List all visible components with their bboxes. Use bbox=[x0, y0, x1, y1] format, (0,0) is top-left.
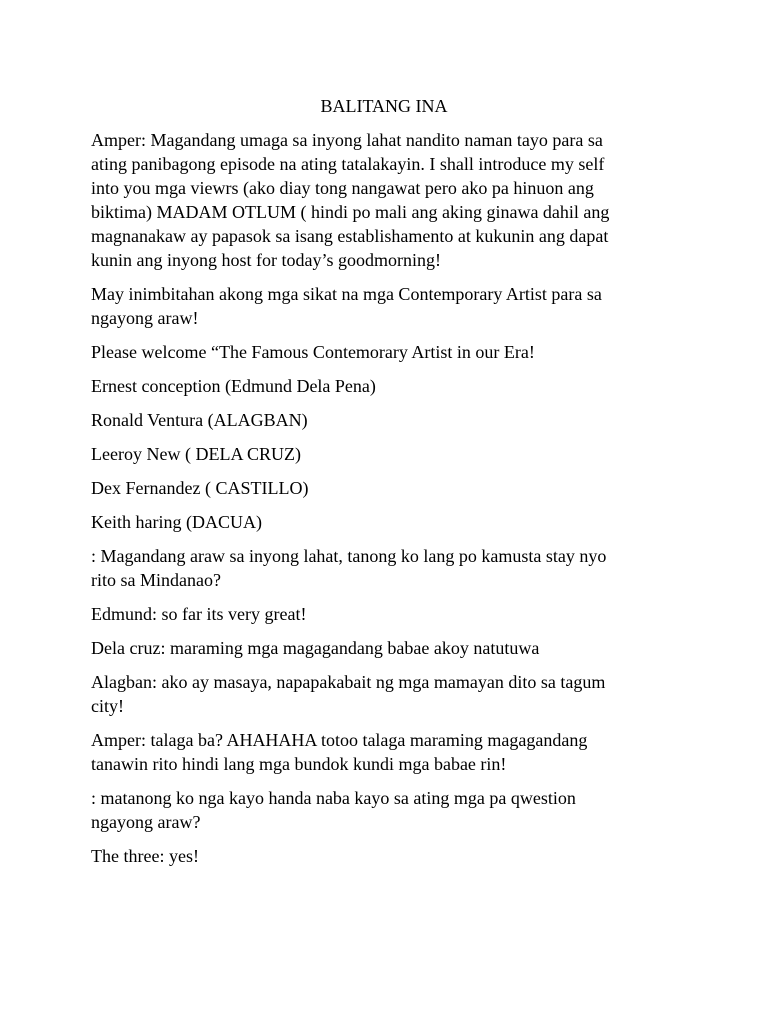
text-line: : Magandang araw sa inyong lahat, tanong ko lang po kamusta stay nyo bbox=[91, 546, 607, 566]
text-line: tanawin rito hindi lang mga bundok kundi mga babae rin! bbox=[91, 754, 507, 774]
document-title: BALITANG INA bbox=[320, 96, 448, 116]
text-line: ating panibagong episode na ating tatalakayin. I shall introduce my self bbox=[91, 154, 605, 174]
text-line: : matanong ko nga kayo handa naba kayo sa ating mga pa qwestion bbox=[91, 788, 576, 808]
paragraph-intro bbox=[91, 128, 701, 272]
artist-entry bbox=[91, 476, 701, 500]
text-line: rito sa Mindanao? bbox=[91, 570, 221, 590]
text-line: Edmund: so far its very great! bbox=[91, 604, 307, 624]
dialogue-line bbox=[91, 636, 701, 660]
dialogue-line bbox=[91, 544, 701, 592]
text-line: Leeroy New ( DELA CRUZ) bbox=[91, 444, 301, 464]
text-line: Please welcome “The Famous Contemorary Artist in our Era! bbox=[91, 342, 535, 362]
dialogue-line bbox=[91, 602, 701, 626]
paragraph-invitation bbox=[91, 282, 701, 330]
text-line: Amper: talaga ba? AHAHAHA totoo talaga maraming magagandang bbox=[91, 730, 588, 750]
paragraph-welcome bbox=[91, 340, 701, 364]
dialogue-line bbox=[91, 728, 701, 776]
text-line: Dela cruz: maraming mga magagandang babae akoy natutuwa bbox=[91, 638, 540, 658]
text-line: Amper: Magandang umaga sa inyong lahat nandito naman tayo para sa bbox=[91, 130, 603, 150]
artist-entry bbox=[91, 374, 701, 398]
text-line: ngayong araw! bbox=[91, 308, 199, 328]
text-line: Ronald Ventura (ALAGBAN) bbox=[91, 410, 308, 430]
text-line: Dex Fernandez ( CASTILLO) bbox=[91, 478, 309, 498]
text-line: May inimbitahan akong mga sikat na mga Contemporary Artist para sa bbox=[91, 284, 602, 304]
text-line: kunin ang inyong host for today’s goodmorning! bbox=[91, 250, 441, 270]
text-line: Keith haring (DACUA) bbox=[91, 512, 262, 532]
text-line: ngayong araw? bbox=[91, 812, 201, 832]
text-line: Alagban: ako ay masaya, napapakabait ng mga mamayan dito sa tagum bbox=[91, 672, 606, 692]
dialogue-line bbox=[91, 786, 701, 834]
dialogue-line bbox=[91, 844, 701, 868]
artist-entry bbox=[91, 408, 701, 432]
text-line: The three: yes! bbox=[91, 846, 199, 866]
artist-entry bbox=[91, 442, 701, 466]
document-body bbox=[91, 128, 701, 878]
dialogue-line bbox=[91, 670, 701, 718]
text-line: Ernest conception (Edmund Dela Pena) bbox=[91, 376, 376, 396]
artist-entry bbox=[91, 510, 701, 534]
text-line: magnanakaw ay papasok sa isang establishamento at kukunin ang dapat bbox=[91, 226, 609, 246]
text-line: biktima) MADAM OTLUM ( hindi po mali ang aking ginawa dahil ang bbox=[91, 202, 610, 222]
text-line: city! bbox=[91, 696, 124, 716]
text-line: into you mga viewrs (ako diay tong nangawat pero ako pa hinuon ang bbox=[91, 178, 594, 198]
